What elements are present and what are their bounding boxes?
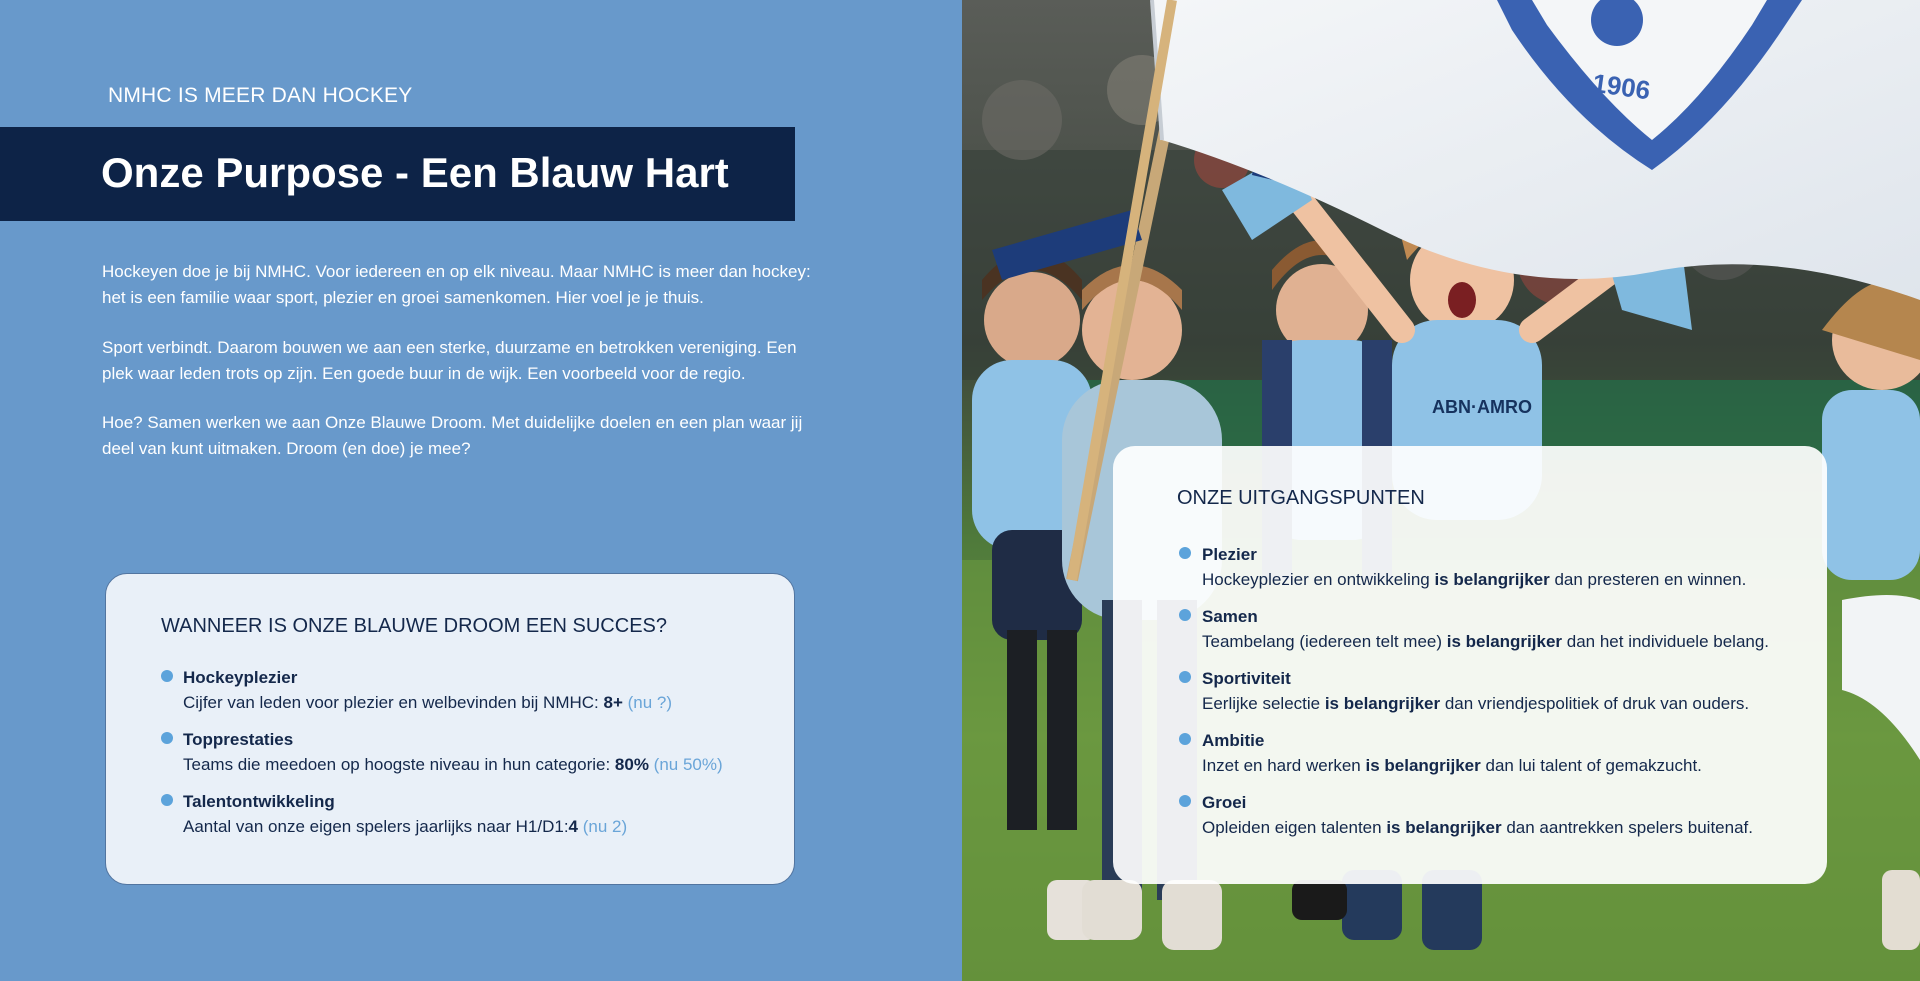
bullet-icon	[1179, 795, 1191, 807]
principle-item-title: Plezier	[1202, 545, 1257, 564]
principle-item-sportiviteit	[1179, 666, 1769, 716]
principle-item-description	[1202, 567, 1769, 592]
bullet-icon	[161, 794, 173, 806]
principle-item-after: dan lui talent of gemakzucht.	[1480, 756, 1702, 775]
principle-item-before: Eerlijke selectie	[1202, 694, 1325, 713]
principle-item-after: dan aantrekken spelers buitenaf.	[1501, 818, 1753, 837]
principle-item-title: Sportiviteit	[1202, 669, 1291, 688]
bullet-icon	[1179, 671, 1191, 683]
principle-item-ambitie	[1179, 728, 1769, 778]
principles-heading: ONZE UITGANGSPUNTEN	[1177, 487, 1425, 509]
success-item-description	[183, 752, 723, 777]
success-item-description	[183, 690, 723, 715]
success-card	[105, 573, 795, 885]
success-item-title: Talentontwikkeling	[183, 792, 335, 811]
principle-item-after: dan het individuele belang.	[1562, 632, 1770, 651]
flag-year-text: 1906	[1590, 67, 1653, 106]
success-item-target: 8+	[603, 693, 623, 712]
principle-item-before: Teambelang (iedereen telt mee)	[1202, 632, 1447, 651]
principle-item-description	[1202, 815, 1769, 840]
success-item-title: Hockeyplezier	[183, 668, 298, 687]
success-item-target: 80%	[614, 755, 649, 774]
success-item-title: Topprestaties	[183, 730, 294, 749]
principle-item-emphasis: is belangrijker	[1434, 570, 1550, 589]
success-list	[161, 665, 723, 851]
principle-item-before: Inzet en hard werken	[1202, 756, 1366, 775]
principle-item-title: Ambitie	[1202, 731, 1265, 750]
bullet-icon	[161, 670, 173, 682]
bullet-icon	[1179, 733, 1191, 745]
principle-item-emphasis: is belangrijker	[1446, 632, 1563, 651]
title-band	[0, 127, 795, 221]
principle-item-before: Opleiden eigen talenten	[1202, 818, 1387, 837]
success-item-text: Aantal van onze eigen spelers jaarlijks naar H1/D1:	[183, 817, 569, 836]
eyebrow-label: NMHC IS MEER DAN HOCKEY	[108, 84, 413, 107]
bullet-icon	[161, 732, 173, 744]
success-item-current: (nu 2)	[578, 817, 628, 836]
principle-item-plezier	[1179, 542, 1769, 592]
success-item-talentontwikkeling	[161, 789, 723, 839]
intro-paragraph-3: Hoe? Samen werken we aan Onze Blauwe Droom. Met duidelijke doelen en een plan waar jij deel van kunt uitmaken. Droom (en doe) je mee?	[102, 413, 803, 458]
principle-item-description	[1202, 629, 1769, 654]
principle-item-emphasis: is belangrijker	[1386, 818, 1502, 837]
intro-paragraph-2: Sport verbindt. Daarom bouwen we aan een sterke, duurzame en betrokken vereniging. Een plek waar leden trots op zijn. Een goede buur in de wijk. Een voorbeeld voor de regio.	[102, 338, 797, 383]
success-item-target: 4	[568, 817, 579, 836]
principle-item-emphasis: is belangrijker	[1365, 756, 1481, 775]
principle-item-description	[1202, 753, 1769, 778]
success-item-hockeyplezier	[161, 665, 723, 715]
principles-card	[1113, 446, 1827, 884]
principle-item-before: Hockeyplezier en ontwikkeling	[1202, 570, 1435, 589]
success-item-current: (nu ?)	[622, 693, 673, 712]
success-item-text: Cijfer van leden voor plezier en welbevinden bij NMHC:	[183, 693, 604, 712]
principle-item-groei	[1179, 790, 1769, 840]
principle-item-title: Samen	[1202, 607, 1258, 626]
principle-item-emphasis: is belangrijker	[1324, 694, 1441, 713]
bullet-icon	[1179, 547, 1191, 559]
success-item-text: Teams die meedoen op hoogste niveau in hun categorie:	[183, 755, 615, 774]
principle-item-samen	[1179, 604, 1769, 654]
success-item-topprestaties	[161, 727, 723, 777]
success-heading: WANNEER IS ONZE BLAUWE DROOM EEN SUCCES?	[161, 615, 667, 637]
page-title: Onze Purpose - Een Blauw Hart	[101, 149, 729, 196]
success-item-current: (nu 50%)	[648, 755, 723, 774]
shirt-sponsor-text: ABN·AMRO	[1432, 397, 1532, 417]
hero-photo	[962, 0, 1920, 981]
principle-item-after: dan vriendjespolitiek of druk van ouders.	[1440, 694, 1750, 713]
success-item-description	[183, 814, 723, 839]
intro-paragraph-1: Hockeyen doe je bij NMHC. Voor iedereen en op elk niveau. Maar NMHC is meer dan hockey: het is een familie waar sport, plezier en groei samenkomen. Hier voel je je thuis.	[102, 262, 811, 307]
bullet-icon	[1179, 609, 1191, 621]
principles-list	[1179, 542, 1769, 852]
principle-item-after: dan presteren en winnen.	[1549, 570, 1747, 589]
principle-item-description	[1202, 691, 1769, 716]
principle-item-title: Groei	[1202, 793, 1247, 812]
